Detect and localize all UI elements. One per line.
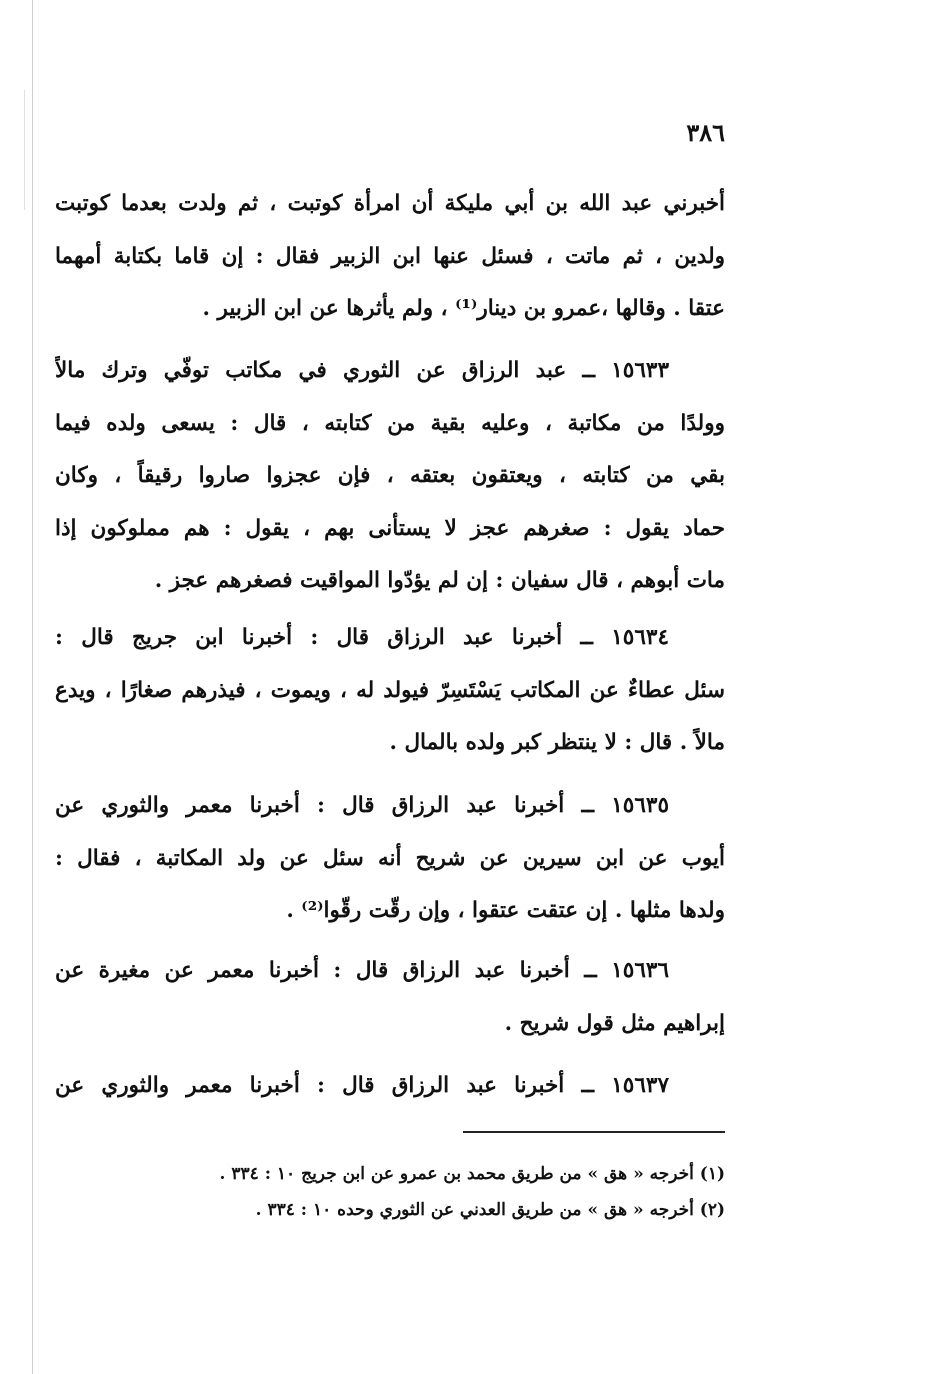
text-line: مات أبوهم ، قال سفيان : إن لم يؤدّوا المواقيت فصغرهم عجز . bbox=[154, 568, 725, 593]
footnote-1: (١) أخرجه « هق » من طريق محمد بن عمرو عن ابن جريج ١٠ : ٣٣٤ . bbox=[219, 1164, 725, 1184]
text-line: إبراهيم مثل قول شريح . bbox=[504, 1010, 725, 1036]
paragraph-15634 bbox=[55, 612, 725, 770]
text-line: أيوب عن ابن سيرين عن شريح أنه سئل عن ولد المكاتبة ، فقال : bbox=[55, 845, 725, 871]
text-line: ١٥٦٣٤ ــ أخبرنا عبد الرزاق قال : أخبرنا ابن جريج قال : bbox=[55, 625, 669, 650]
paragraph-continuation bbox=[55, 178, 725, 336]
paragraph-15636 bbox=[55, 945, 725, 1050]
footnote-divider bbox=[463, 1131, 725, 1133]
footnote-2: (٢) أخرجه « هق » من طريق العدني عن الثوري وحده ١٠ : ٣٣٤ . bbox=[255, 1200, 725, 1220]
text-line: أخبرني عبد الله بن أبي مليكة أن امرأة كوتبت ، ثم ولدت بعدما كوتبت bbox=[55, 191, 725, 216]
gutter-mark bbox=[24, 90, 25, 210]
gutter-line bbox=[32, 0, 33, 1374]
text-line: مالاً . قال : لا ينتظر كبر ولده بالمال . bbox=[389, 730, 725, 755]
text-line: ١٥٦٣٥ ــ أخبرنا عبد الرزاق قال : أخبرنا معمر والثوري عن bbox=[55, 793, 669, 818]
text-line: بقي من كتابته ، ويعتقون بعتقه ، فإن عجزوا صاروا رقيقاً ، وكان bbox=[55, 463, 725, 488]
text-line: ١٥٦٣٣ ــ عبد الرزاق عن الثوري في مكاتب توفّي وترك مالاً bbox=[55, 358, 669, 383]
text-line: ولدين ، ثم ماتت ، فسئل عنها ابن الزبير فقال : إن قاما بكتابة أمهما bbox=[55, 243, 725, 269]
text-line: ١٥٦٣٧ ــ أخبرنا عبد الرزاق قال : أخبرنا معمر والثوري عن bbox=[55, 1073, 669, 1098]
text-line: وولدًا من مكاتبة ، وعليه بقية من كتابته ، قال : يسعى ولده فيما bbox=[55, 410, 725, 436]
paragraph-15633 bbox=[55, 345, 725, 608]
page-number: ٣٨٦ bbox=[686, 118, 725, 147]
text-line: سئل عطاءٌ عن المكاتب يَسْتَسِرّ فيولد له ، ويموت ، فيذرهم صغارًا ، ويدع bbox=[55, 677, 725, 703]
text-line: عتقا . وقالها ،عمرو بن دينار⁽¹⁾ ، ولم يأثرها عن ابن الزبير . bbox=[202, 296, 725, 321]
text-line: ١٥٦٣٦ ــ أخبرنا عبد الرزاق قال : أخبرنا معمر عن مغيرة عن bbox=[55, 958, 669, 983]
paragraph-15635 bbox=[55, 780, 725, 938]
text-line: ولدها مثلها . إن عتقت عتقوا ، وإن رقّت رقّوا⁽²⁾ . bbox=[286, 898, 725, 923]
paragraph-15637 bbox=[55, 1060, 725, 1113]
text-line: حماد يقول : صغرهم عجز لا يستأنى بهم ، يقول : هم مملوكون إذا bbox=[55, 515, 725, 541]
book-page bbox=[55, 0, 725, 1374]
